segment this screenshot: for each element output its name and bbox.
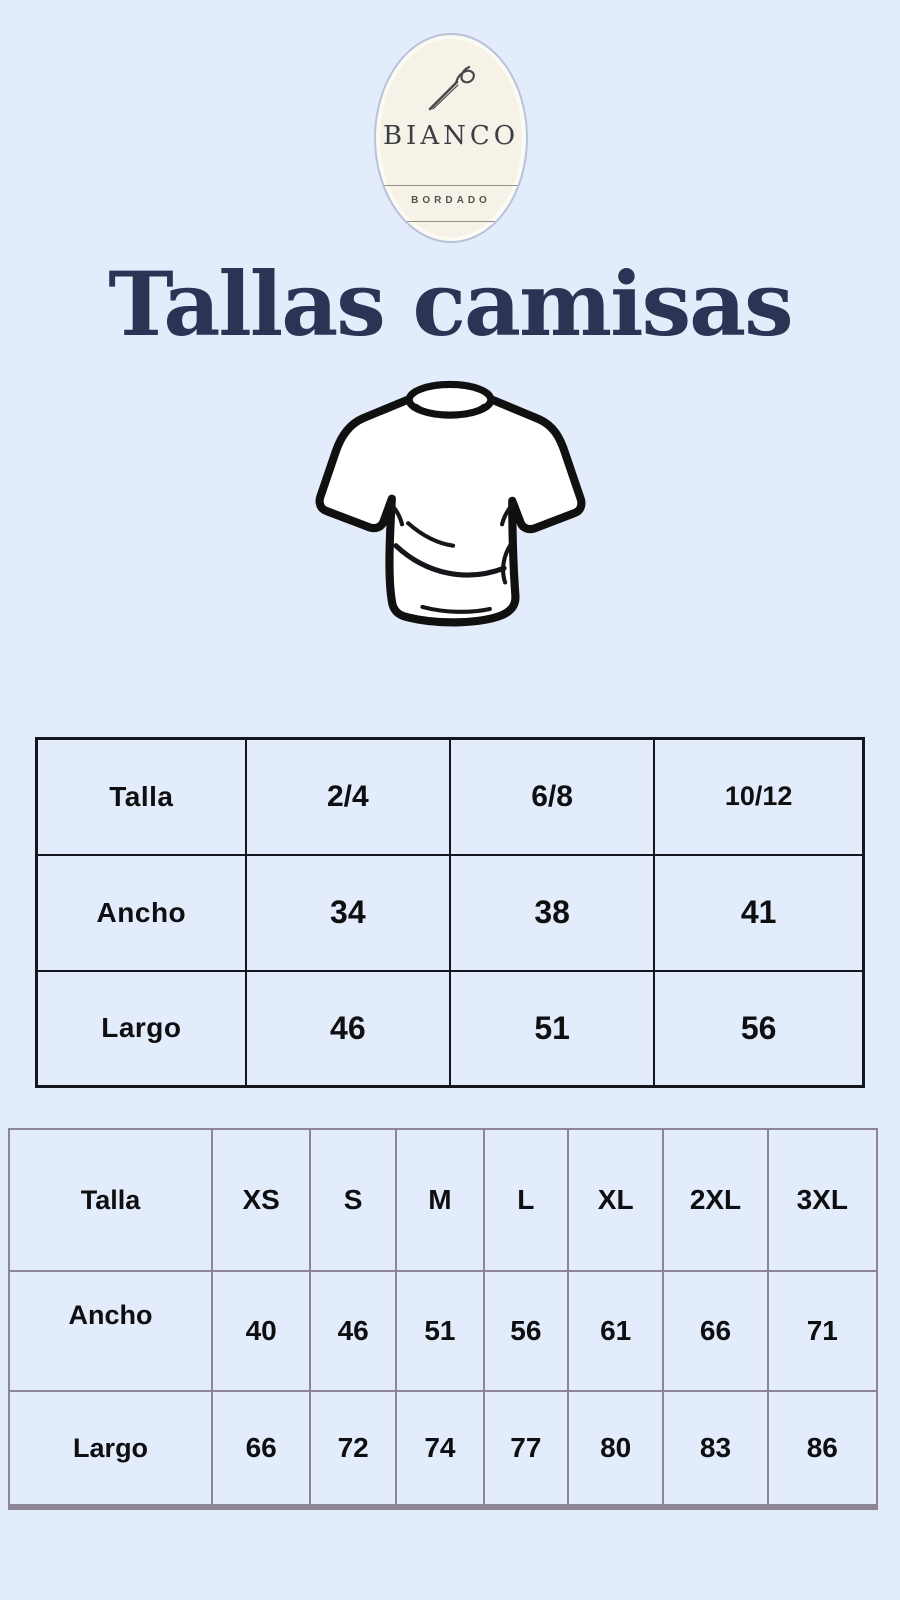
table-row <box>9 1129 877 1271</box>
width-value: 41 <box>654 855 863 971</box>
width-value: 61 <box>568 1271 663 1391</box>
size-header: 2XL <box>663 1129 767 1271</box>
row-label-largo: Largo <box>9 1391 212 1507</box>
row-label-talla: Talla <box>9 1129 212 1271</box>
length-value: 80 <box>568 1391 663 1507</box>
width-value: 34 <box>246 855 450 971</box>
size-header: XL <box>568 1129 663 1271</box>
size-header: L <box>484 1129 568 1271</box>
brand-subtitle: BORDADO <box>411 195 491 206</box>
length-value: 77 <box>484 1391 568 1507</box>
width-value: 66 <box>663 1271 767 1391</box>
width-value: 71 <box>768 1271 877 1391</box>
table-row <box>9 1271 877 1391</box>
brand-logo-badge <box>374 33 528 243</box>
page-title: Tallas camisas <box>108 252 792 356</box>
row-label-ancho: Ancho <box>37 855 246 971</box>
width-value: 51 <box>396 1271 484 1391</box>
width-value: 56 <box>484 1271 568 1391</box>
width-value: 46 <box>310 1271 396 1391</box>
size-header: XS <box>212 1129 310 1271</box>
length-value: 72 <box>310 1391 396 1507</box>
table-row <box>37 971 864 1087</box>
row-label-talla: Talla <box>37 739 246 855</box>
length-value: 51 <box>450 971 654 1087</box>
t-shirt-illustration <box>302 372 598 650</box>
brand-name: BIANCO <box>382 121 520 151</box>
length-value: 83 <box>663 1391 767 1507</box>
length-value: 86 <box>768 1391 877 1507</box>
table-row <box>37 739 864 855</box>
logo-divider-top <box>376 185 526 186</box>
size-header: M <box>396 1129 484 1271</box>
size-header: 10/12 <box>654 739 863 855</box>
length-value: 56 <box>654 971 863 1087</box>
length-value: 66 <box>212 1391 310 1507</box>
logo-divider-bottom <box>376 221 526 222</box>
width-value: 38 <box>450 855 654 971</box>
size-header: 3XL <box>768 1129 877 1271</box>
table-row <box>9 1391 877 1507</box>
row-label-ancho: Ancho <box>9 1271 212 1391</box>
kids-size-table <box>35 737 865 1088</box>
width-value: 40 <box>212 1271 310 1391</box>
needle-pin-icon <box>420 59 482 115</box>
size-header: S <box>310 1129 396 1271</box>
row-label-largo: Largo <box>37 971 246 1087</box>
adult-size-table <box>8 1128 878 1510</box>
table-row <box>37 855 864 971</box>
length-value: 46 <box>246 971 450 1087</box>
size-header: 2/4 <box>246 739 450 855</box>
length-value: 74 <box>396 1391 484 1507</box>
size-header: 6/8 <box>450 739 654 855</box>
